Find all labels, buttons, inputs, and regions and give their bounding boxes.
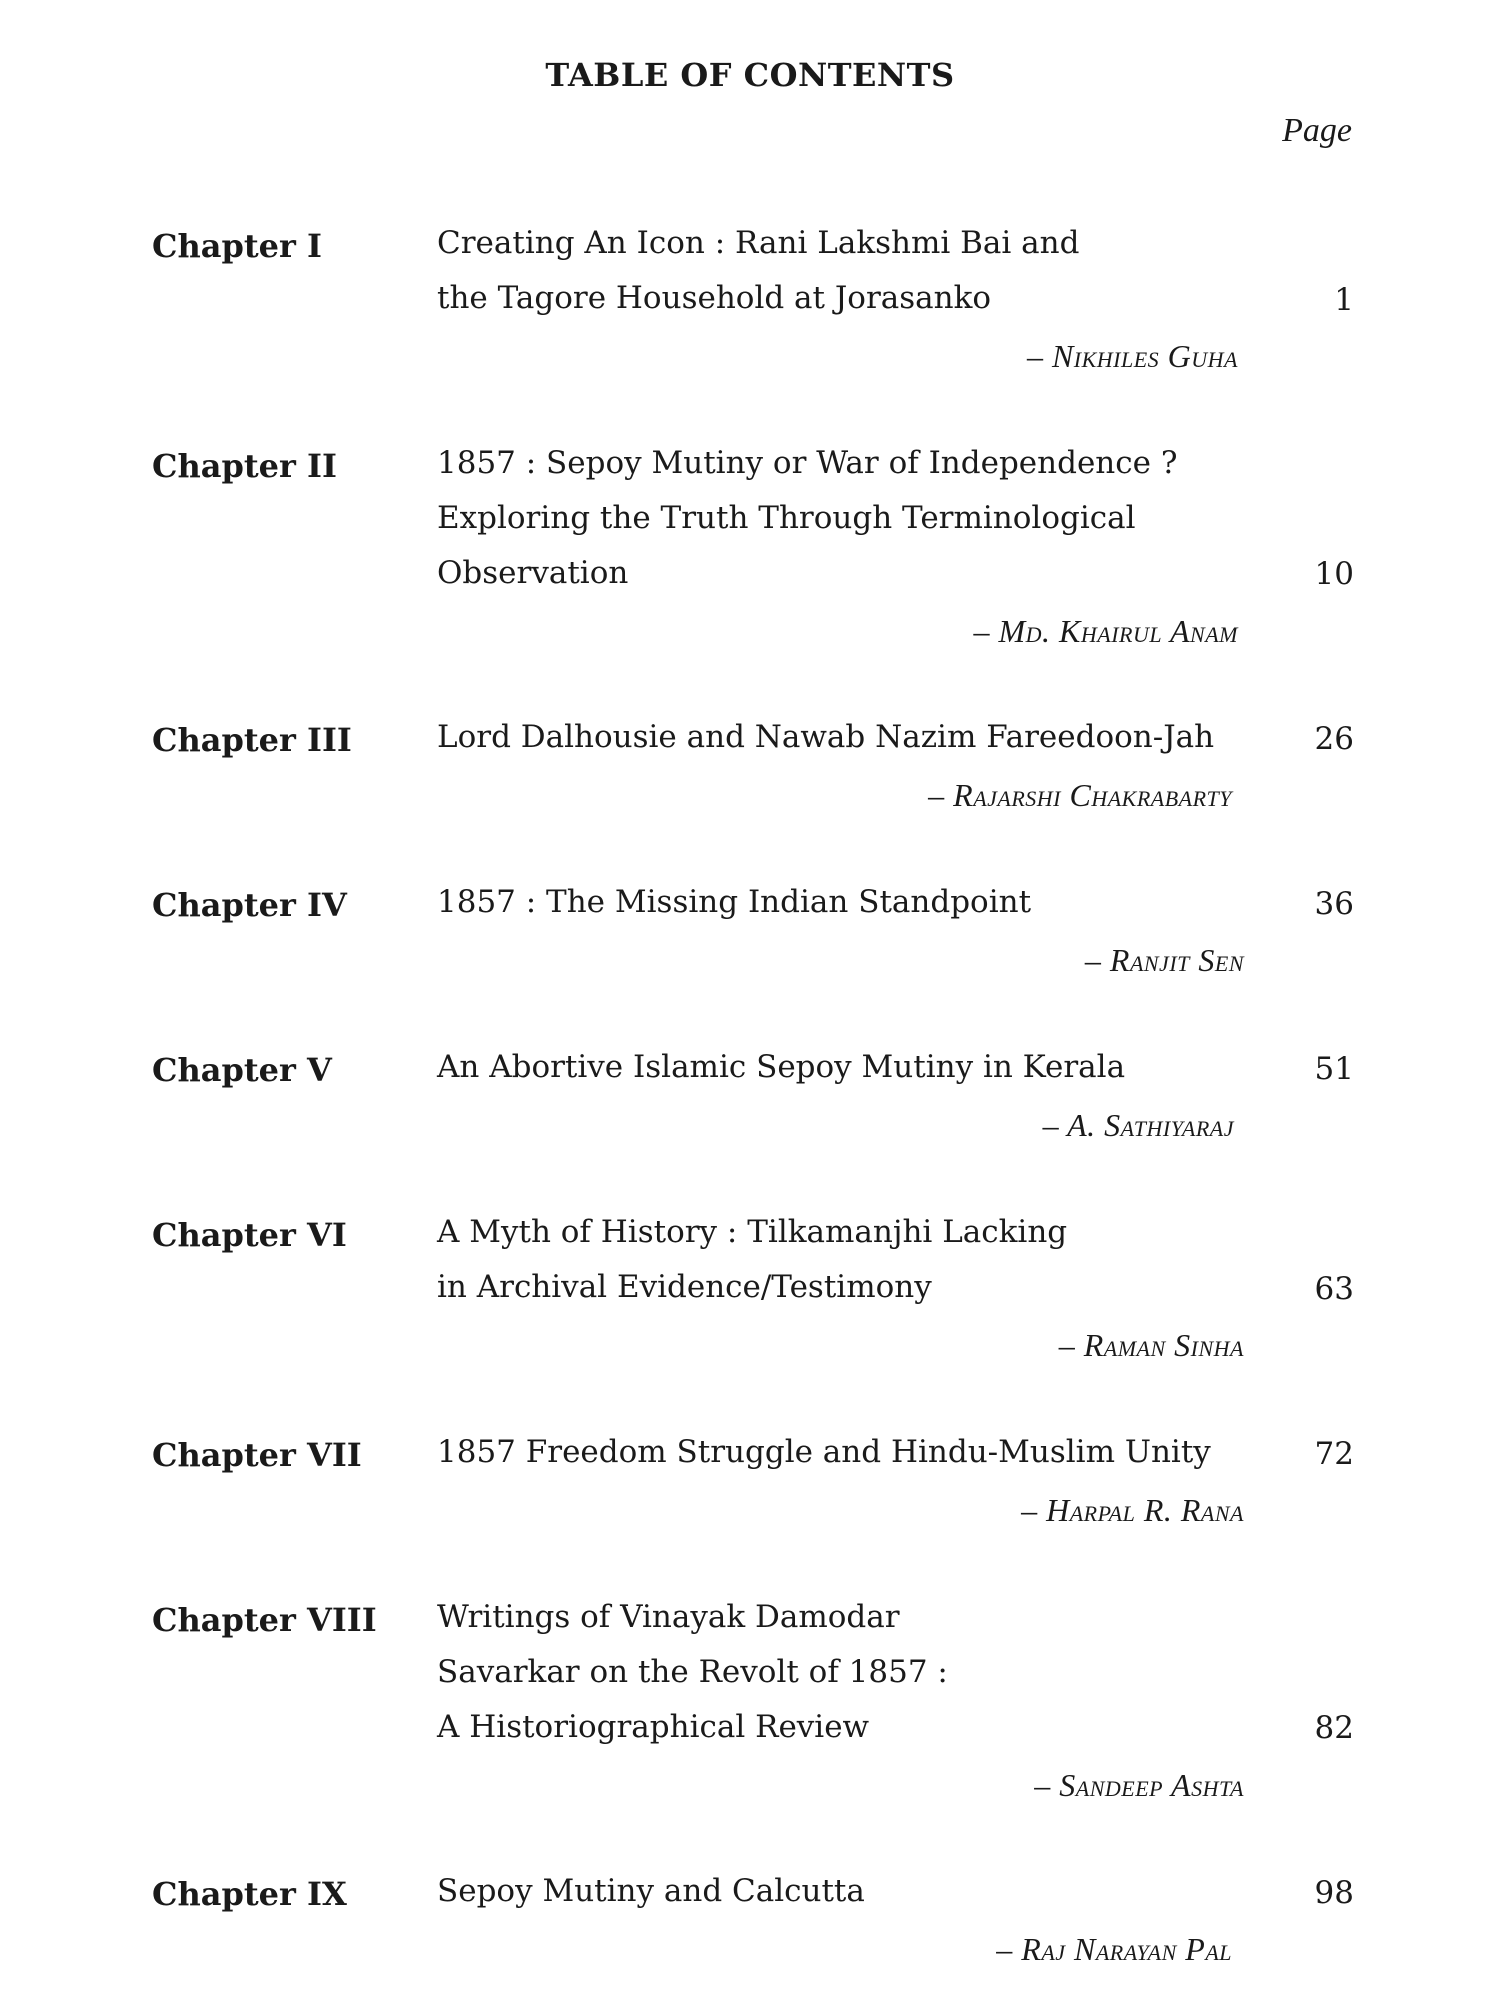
chapter-title-line: Exploring the Truth Through Terminological: [437, 500, 1136, 536]
chapter-title-line: Lord Dalhousie and Nawab Nazim Fareedoon-Jah: [437, 719, 1215, 755]
chapter-title-line: Sepoy Mutiny and Calcutta: [437, 1873, 865, 1909]
chapter-title-line: in Archival Evidence/Testimony: [437, 1269, 932, 1305]
chapter-label: Chapter VIII: [152, 1601, 377, 1639]
chapter-label: Chapter VII: [152, 1436, 362, 1474]
chapter-author: – Raman Sinha: [1058, 1327, 1244, 1363]
chapter-title-line: An Abortive Islamic Sepoy Mutiny in Kerala: [437, 1049, 1126, 1085]
chapter-title-line: 1857 Freedom Struggle and Hindu-Muslim Unity: [437, 1434, 1211, 1470]
chapter-title-line: 1857 : Sepoy Mutiny or War of Independence ?: [437, 445, 1178, 481]
page-title: TABLE OF CONTENTS: [545, 56, 955, 94]
chapter-label: Chapter III: [152, 721, 352, 759]
chapter-title-line: Writings of Vinayak Damodar: [437, 1599, 900, 1635]
page-column-label: Page: [1282, 112, 1352, 149]
chapter-title-line: Observation: [437, 555, 629, 591]
chapter-label: Chapter II: [152, 447, 337, 485]
chapter-title-line: 1857 : The Missing Indian Standpoint: [437, 884, 1032, 920]
chapter-title: [437, 1425, 1267, 1480]
chapter-title-line: Creating An Icon : Rani Lakshmi Bai and: [437, 225, 1080, 261]
chapter-title-line: Savarkar on the Revolt of 1857 :: [437, 1654, 948, 1690]
page-number: 82: [1314, 1710, 1354, 1746]
page-number: 10: [1314, 556, 1354, 592]
chapter-label: Chapter IX: [152, 1875, 347, 1913]
chapter-author: – Raj Narayan Pal: [996, 1931, 1232, 1967]
chapter-title: [437, 436, 1267, 601]
chapter-title-line: the Tagore Household at Jorasanko: [437, 280, 992, 316]
chapter-author: – Sandeep Ashta: [1034, 1767, 1244, 1803]
chapter-author: – Ranjit Sen: [1084, 942, 1244, 978]
chapter-author: – Rajarshi Chakrabarty: [928, 777, 1232, 813]
chapter-title: [437, 1590, 1267, 1755]
chapter-author: – A. Sathiyaraj: [1042, 1107, 1234, 1143]
chapter-title-line: A Myth of History : Tilkamanjhi Lacking: [437, 1214, 1068, 1250]
chapter-label: Chapter I: [152, 227, 322, 265]
page-number: 63: [1314, 1271, 1354, 1307]
page-number: 51: [1314, 1051, 1354, 1087]
page-number: 26: [1314, 721, 1354, 757]
chapter-title: [437, 1205, 1267, 1315]
chapter-label: Chapter IV: [152, 886, 347, 924]
chapter-title: [437, 875, 1267, 930]
chapter-title: [437, 1864, 1267, 1919]
chapter-title: [437, 710, 1267, 765]
page-number: 72: [1314, 1436, 1354, 1472]
chapter-title-line: A Historiographical Review: [437, 1709, 870, 1745]
chapter-title: [437, 216, 1267, 326]
chapter-label: Chapter VI: [152, 1216, 347, 1254]
chapter-author: – Md. Khairul Anam: [973, 613, 1238, 649]
chapter-author: – Harpal R. Rana: [1021, 1492, 1244, 1528]
page-number: 98: [1314, 1875, 1354, 1911]
chapter-title: [437, 1040, 1267, 1095]
chapter-author: – Nikhiles Guha: [1026, 338, 1238, 374]
page-number: 36: [1314, 886, 1354, 922]
chapter-label: Chapter V: [152, 1051, 332, 1089]
page-number: 1: [1334, 282, 1354, 318]
